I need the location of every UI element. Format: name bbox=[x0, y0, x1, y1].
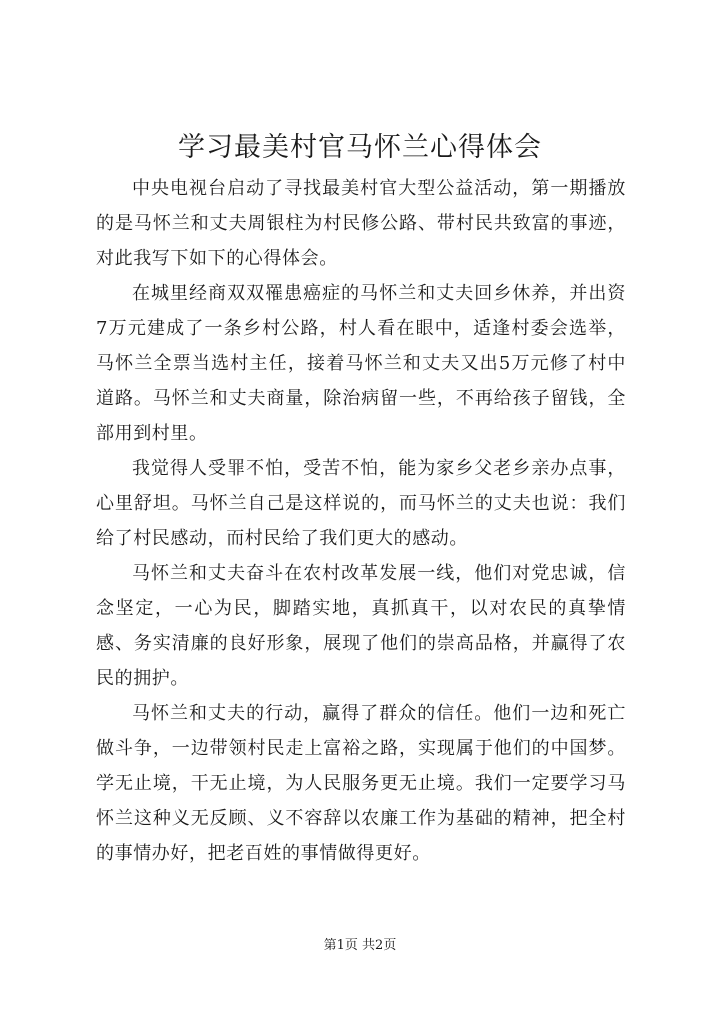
document-title: 学习最美村官马怀兰心得体会 bbox=[178, 132, 542, 163]
page-footer bbox=[0, 936, 720, 956]
document-body bbox=[96, 171, 626, 871]
paragraph-5: 马怀兰和丈夫的行动，赢得了群众的信任。他们一边和死亡做斗争，一边带领村民走上富裕之路，实现属于他们的中国梦。学无止境，干无止境，为人民服务更无止境。我们一定要学习马怀兰这种义无反顾、义不容辞以农廉工作为基础的精神，把全村的事情办好，把老百姓的事情做得更好。 bbox=[96, 703, 626, 864]
paragraph-3: 我觉得人受罪不怕，受苦不怕，能为家乡父老乡亲办点事，心里舒坦。马怀兰自己是这样说的，而马怀兰的丈夫也说：我们给了村民感动，而村民给了我们更大的感动。 bbox=[96, 458, 626, 549]
page-number-indicator: 第1页 共2页 bbox=[323, 938, 397, 953]
paragraph-2: 在城里经商双双罹患癌症的马怀兰和丈夫回乡休养，并出资7万元建成了一条乡村公路，村人看在眼中，适逢村委会选举，马怀兰全票当选村主任，接着马怀兰和丈夫又出5万元修了村中道路。马怀兰和丈夫商量，除治病留一些，不再给孩子留钱，全部用到村里。 bbox=[96, 283, 626, 444]
paragraph-4: 马怀兰和丈夫奋斗在农村改革发展一线，他们对党忠诚，信念坚定，一心为民，脚踏实地，真抓真干，以对农民的真挚情感、务实清廉的良好形象，展现了他们的崇高品格，并赢得了农民的拥护。 bbox=[96, 563, 626, 689]
paragraph-1: 中央电视台启动了寻找最美村官大型公益活动，第一期播放的是马怀兰和丈夫周银柱为村民修公路、带村民共致富的事迹，对此我写下如下的心得体会。 bbox=[96, 178, 626, 269]
